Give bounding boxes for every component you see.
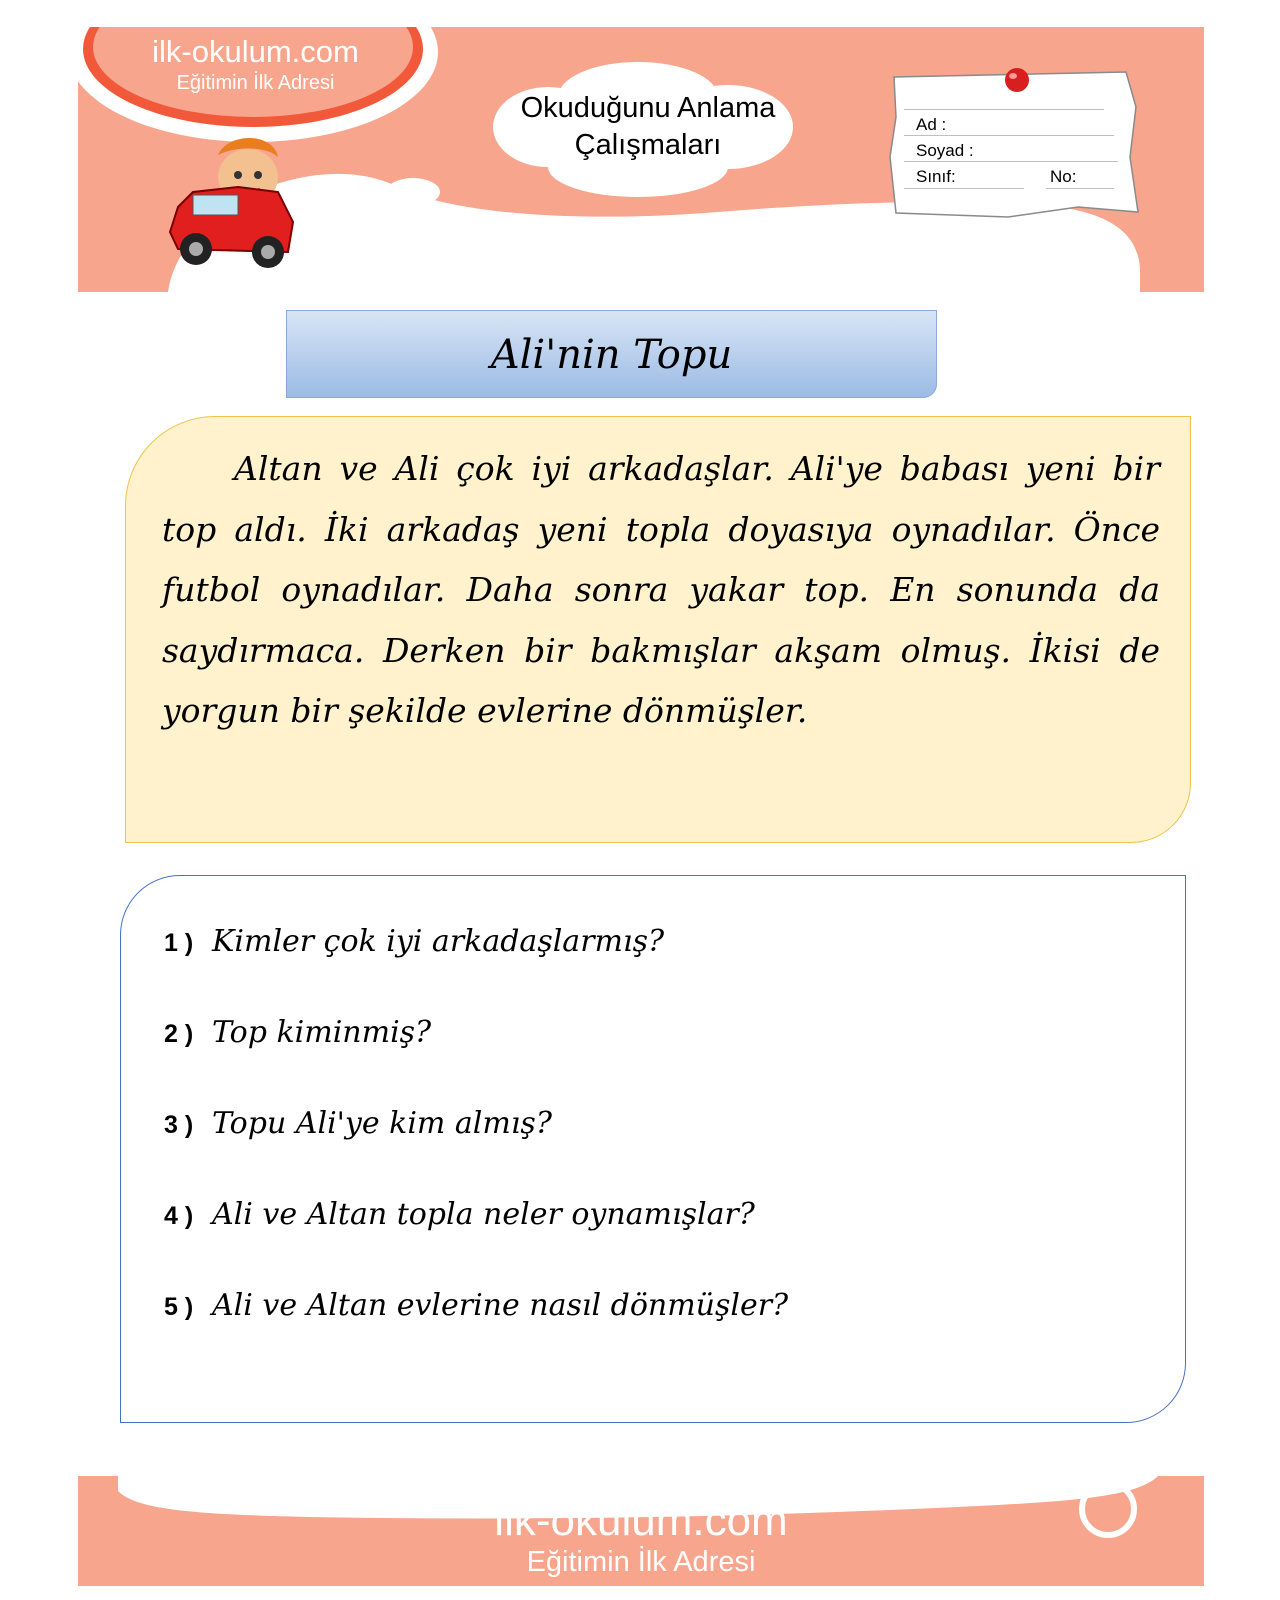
worksheet-title-line2: Çalışmaları bbox=[574, 129, 722, 161]
brand-subtitle: Eğitimin İlk Adresi bbox=[176, 72, 335, 94]
question-number: 1 ) bbox=[164, 929, 194, 957]
question-1 bbox=[164, 922, 664, 963]
question-4 bbox=[164, 1195, 755, 1236]
question-text: Ali ve Altan evlerine nasıl dönmüşler? bbox=[212, 1288, 789, 1323]
form-rule bbox=[904, 188, 1024, 189]
header-banner bbox=[78, 27, 1204, 292]
form-rule bbox=[904, 161, 1118, 162]
question-text: Ali ve Altan topla neler oynamışlar? bbox=[212, 1197, 755, 1232]
worksheet-title-line1: Okuduğunu Anlama bbox=[520, 92, 776, 124]
question-5 bbox=[164, 1286, 788, 1327]
question-number: 5 ) bbox=[164, 1293, 194, 1321]
question-2 bbox=[164, 1013, 431, 1054]
story-title-banner bbox=[286, 310, 937, 398]
surname-label: Soyad : bbox=[916, 141, 974, 160]
story-text: Altan ve Ali çok iyi arkadaşlar. Ali'ye babası yeni bir top aldı. İki arkadaş yeni topla doyasıya oynadılar. Önce futbol oynadılar. Daha sonra yakar top. En sonunda da saydırmaca. Derken bir bakmışlar akşam olmuş. İkisi de yorgun bir şekilde evlerine dönmüşler. bbox=[162, 449, 1160, 730]
footer-banner bbox=[78, 1476, 1204, 1586]
question-text: Top kiminmiş? bbox=[212, 1015, 432, 1050]
question-text: Topu Ali'ye kim almış? bbox=[212, 1106, 552, 1141]
footer-brand-subtitle: Eğitimin İlk Adresi bbox=[526, 1546, 756, 1578]
form-rule bbox=[904, 135, 1114, 136]
brand-title: ilk-okulum.com bbox=[152, 34, 359, 69]
form-rule bbox=[904, 109, 1104, 110]
form-rule bbox=[1046, 188, 1114, 189]
name-label: Ad : bbox=[916, 115, 947, 134]
class-label: Sınıf: bbox=[916, 167, 956, 186]
number-label: No: bbox=[1050, 167, 1077, 186]
question-number: 2 ) bbox=[164, 1020, 194, 1048]
story-box bbox=[125, 416, 1191, 843]
questions-box bbox=[120, 875, 1186, 1423]
question-3 bbox=[164, 1104, 552, 1145]
footer-brand-title: ilk-okulum.com bbox=[494, 1496, 788, 1545]
story-title: Ali'nin Topu bbox=[490, 332, 733, 378]
question-number: 4 ) bbox=[164, 1202, 194, 1230]
question-text: Kimler çok iyi arkadaşlarmış? bbox=[212, 924, 665, 959]
question-number: 3 ) bbox=[164, 1111, 194, 1139]
worksheet-title bbox=[488, 90, 808, 164]
